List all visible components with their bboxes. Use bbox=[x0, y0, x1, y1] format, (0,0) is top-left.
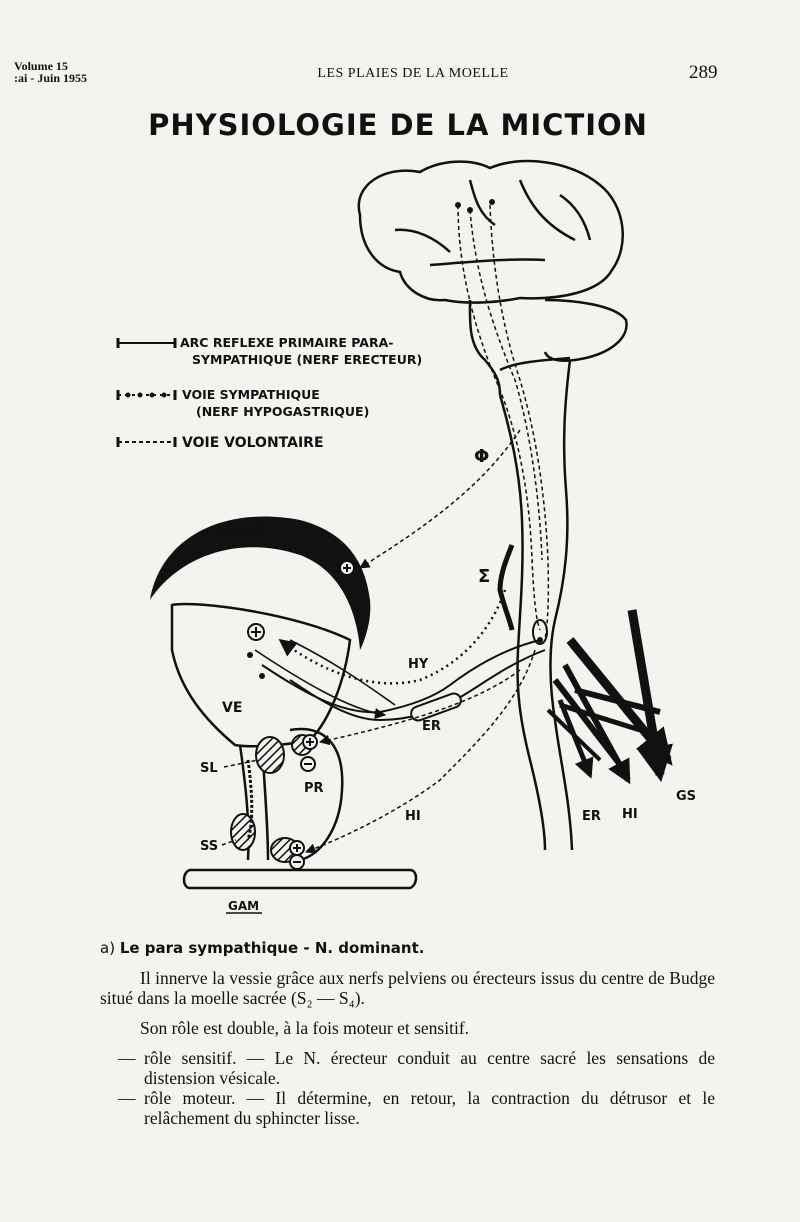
list-item-text: rôle sensitif. — Le N. érecteur conduit au centre sacré les sensations de distension vésicale. bbox=[144, 1048, 715, 1088]
list-dash: — bbox=[118, 1088, 136, 1108]
page-number: 289 bbox=[689, 62, 718, 83]
list-item bbox=[100, 1088, 715, 1128]
smooth-sphincter bbox=[256, 737, 284, 773]
legend-item-parasympathetic bbox=[118, 335, 422, 367]
section-title: Le para sympathique - N. dominant. bbox=[119, 939, 425, 957]
sigma-label: Σ bbox=[478, 566, 491, 587]
list-item bbox=[100, 1048, 715, 1088]
phrenic-path bbox=[360, 430, 520, 568]
legend-label: VOIE VOLONTAIRE bbox=[182, 435, 324, 451]
er-label-right: ER bbox=[582, 809, 601, 824]
sl-label: SL bbox=[200, 761, 218, 776]
hi-label-right: HI bbox=[622, 807, 638, 822]
spinal-cord bbox=[500, 360, 572, 850]
paragraph: Son rôle est double, à la fois moteur et sensitif. bbox=[140, 1018, 470, 1038]
ve-label: VE bbox=[222, 700, 243, 716]
running-title: LES PLAIES DE LA MOELLE bbox=[317, 66, 509, 81]
gs-label: GS bbox=[676, 789, 697, 804]
list-dash: — bbox=[118, 1048, 136, 1068]
legend-label: VOIE SYMPATHIQUE bbox=[182, 387, 320, 402]
erector-nerve-bundle bbox=[255, 640, 545, 722]
gam-signature: GAM bbox=[228, 899, 260, 913]
list-item-text: rôle moteur. — Il détermine, en retour, la contraction du détrusor et le relâchement du sphincter lisse. bbox=[144, 1088, 715, 1128]
issue-date-line: :ai - Juin 1955 bbox=[14, 71, 88, 85]
legend-label: ARC REFLEXE PRIMAIRE PARA- bbox=[180, 335, 394, 350]
er-label-left: ER bbox=[422, 719, 441, 734]
legend bbox=[118, 335, 422, 451]
ss-label: SS bbox=[200, 839, 219, 854]
body-text bbox=[100, 938, 715, 1128]
efferent-arrows bbox=[548, 610, 668, 780]
phi-label: Φ bbox=[474, 446, 490, 467]
figure-title: PHYSIOLOGIE DE LA MICTION bbox=[148, 108, 648, 142]
hi-label-left: HI bbox=[405, 809, 421, 824]
volume-line: Volume 15 bbox=[14, 59, 68, 73]
legend-item-voluntary bbox=[118, 435, 324, 451]
legend-label: SYMPATHIQUE (NERF ERECTEUR) bbox=[192, 352, 423, 367]
pr-label: PR bbox=[304, 781, 324, 796]
legend-label: (NERF HYPOGASTRIQUE) bbox=[196, 404, 370, 419]
hy-label: HY bbox=[408, 657, 429, 672]
legend-item-sympathetic bbox=[118, 387, 369, 419]
section-marker: a) bbox=[100, 939, 116, 957]
section-heading bbox=[100, 938, 715, 958]
paragraph: Il innerve la vessie grâce aux nerfs pelviens ou érecteurs issus du centre de Budge situé dans la moelle sacrée (S₂ — S₄). bbox=[100, 968, 715, 1008]
diaph-label: DIAPH bbox=[218, 523, 268, 539]
